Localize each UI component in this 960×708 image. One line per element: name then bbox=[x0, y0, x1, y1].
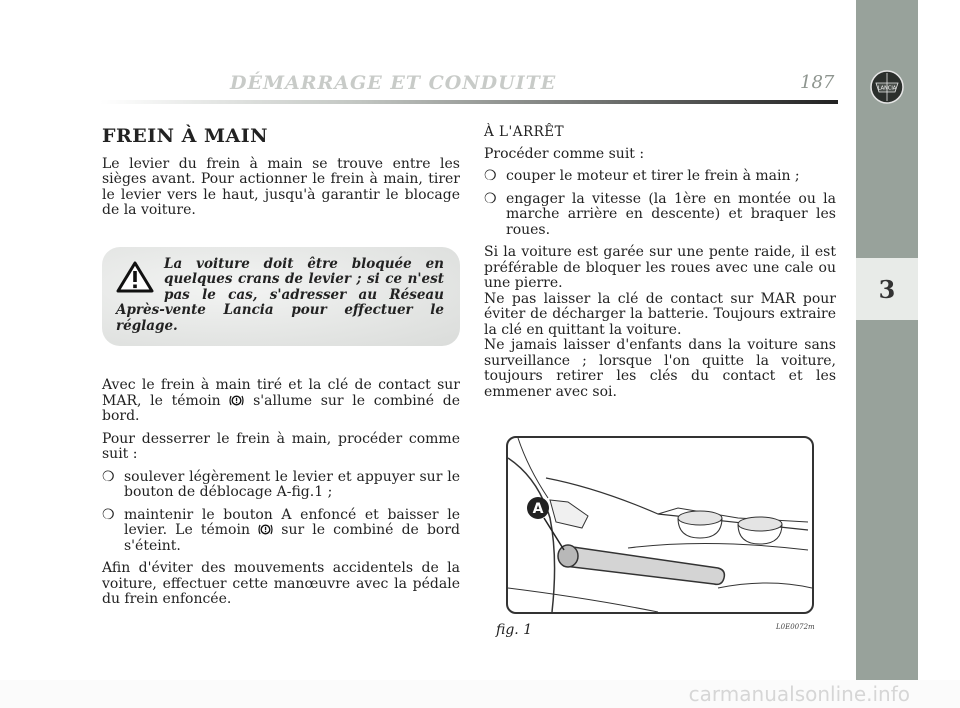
figure-caption: fig. 1 bbox=[496, 622, 533, 638]
intro-paragraph: Le levier du frein à main se trouve entre les sièges avant. Pour actionner le frein à main, tirer le levier vers le haut, jusqu'à garantir le blocage de la voiture. bbox=[102, 155, 460, 218]
indicator-paragraph bbox=[102, 378, 460, 425]
brake-warning-light-icon bbox=[258, 523, 273, 536]
warning-box bbox=[102, 247, 460, 347]
list-item bbox=[102, 470, 460, 501]
right-column bbox=[484, 123, 836, 407]
bullet-icon: ❍ bbox=[102, 468, 115, 485]
bullet-icon: ❍ bbox=[484, 168, 497, 184]
brake-warning-light-icon bbox=[229, 394, 244, 407]
indicator-text-b: s'allume sur le combiné de bord. bbox=[102, 392, 460, 424]
svg-text:LANCIA: LANCIA bbox=[877, 85, 897, 92]
list-item bbox=[484, 169, 836, 185]
bullet-icon: ❍ bbox=[484, 190, 497, 207]
list-item bbox=[102, 508, 460, 555]
handbrake-illustration bbox=[506, 436, 814, 614]
page-number: 187 bbox=[800, 72, 835, 93]
chapter-tab[interactable]: 3 bbox=[856, 258, 918, 320]
page-header-title: DÉMARRAGE ET CONDUITE bbox=[230, 72, 557, 94]
warning-text: La voiture doit être bloquée en quelques crans de levier ; si ce n'est pas le cas, s'adresser au Réseau Après-vente Lancia pour effectuer le réglage. bbox=[116, 255, 444, 334]
list-item-text-a: maintenir le bouton A enfoncé et baisser le levier. Le témoin bbox=[124, 506, 460, 538]
list-item-text: soulever légèrement le levier et appuyer sur le bouton de déblocage A-fig.1 ; bbox=[124, 468, 460, 500]
lancia-logo-icon bbox=[870, 70, 904, 104]
procedure-intro: Procéder comme suit : bbox=[484, 145, 645, 162]
callout-label: A bbox=[532, 501, 544, 517]
section-title: FREIN À MAIN bbox=[102, 125, 269, 147]
header-rule bbox=[100, 100, 838, 104]
slope-paragraph: Si la voiture est garée sur une pente raide, il est préférable de bloquer les roues avec une cale ou une pierre. bbox=[484, 244, 836, 291]
list-item-text-b: sur le combiné de bord s'éteint. bbox=[124, 522, 461, 554]
indicator-text-a: Avec le frein à main tiré et la clé de contact sur MAR, le témoin bbox=[102, 377, 460, 409]
bullet-icon: ❍ bbox=[102, 506, 115, 523]
list-item-text: engager la vitesse (la 1ère en montée ou la marche arrière en descente) et braquer les roues. bbox=[506, 190, 836, 238]
watermark: carmanualsonline.info bbox=[0, 680, 960, 708]
left-column bbox=[102, 123, 460, 615]
list-item-text: couper le moteur et tirer le frein à main ; bbox=[506, 168, 800, 184]
warning-triangle-icon bbox=[116, 261, 154, 293]
children-paragraph: Ne jamais laisser d'enfants dans la voiture sans surveillance ; lorsque l'on quitte la voiture, toujours retirer les clés du contact et les emmener avec soi. bbox=[484, 337, 836, 400]
battery-paragraph: Ne pas laisser la clé de contact sur MAR pour éviter de décharger la batterie. Toujours extraire la clé en quittant la voiture. bbox=[484, 290, 836, 338]
figure-code: L0E0072m bbox=[776, 623, 815, 631]
handbrake-drawing bbox=[508, 438, 812, 612]
chapter-sidebar bbox=[856, 0, 918, 708]
caution-paragraph: Afin d'éviter des mouvements accidentels de la voiture, effectuer cette manœuvre avec la pédale du frein enfoncée. bbox=[102, 560, 460, 607]
list-item bbox=[484, 192, 836, 239]
release-intro: Pour desserrer le frein à main, procéder comme suit : bbox=[102, 430, 460, 462]
list-item-text bbox=[124, 508, 460, 555]
subheading: À L'ARRÊT bbox=[484, 124, 565, 140]
